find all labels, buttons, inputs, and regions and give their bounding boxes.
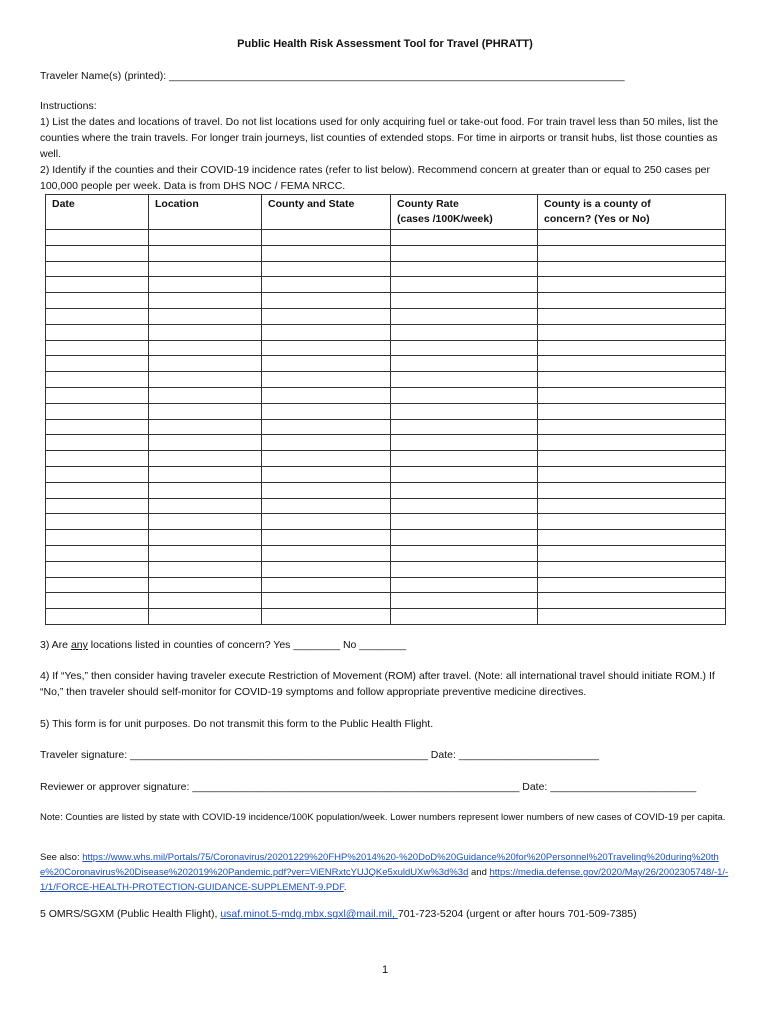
- table-cell[interactable]: [391, 466, 538, 482]
- table-cell[interactable]: [262, 277, 391, 293]
- table-cell[interactable]: [149, 435, 262, 451]
- table-cell[interactable]: [46, 435, 149, 451]
- table-row: [46, 609, 726, 625]
- table-cell[interactable]: [538, 324, 726, 340]
- table-row: [46, 277, 726, 293]
- table-cell[interactable]: [391, 498, 538, 514]
- table-cell[interactable]: [46, 593, 149, 609]
- question-4: 4) If “Yes,” then consider having traveler execute Restriction of Movement (ROM) after travel. (Note: all international travel should initiate ROM.) If “No,” then traveler should self-monitor for COVID-19 symptoms and follow appropriate preventive medicine directives.: [40, 670, 715, 698]
- table-cell[interactable]: [149, 577, 262, 593]
- table-row: [46, 372, 726, 388]
- table-cell[interactable]: [46, 545, 149, 561]
- table-row: [46, 545, 726, 561]
- table-row: [46, 593, 726, 609]
- instruction-item-2: 2) Identify if the counties and their COVID-19 incidence rates (refer to list below). Recommend concern at greater than or equal to 250 cases per 100,000 people per week. Data is from DHS NOC / FEMA NRCC.: [40, 164, 711, 192]
- table-cell[interactable]: [391, 293, 538, 309]
- table-cell[interactable]: [538, 293, 726, 309]
- table-cell[interactable]: [391, 403, 538, 419]
- whs-guidance-link[interactable]: https://www.whs.mil/Portals/75/Coronavirus/20201229%20FHP%2014%20-%20DoD%20Guidance%20for%20Personnel%20Traveling%20during%20the%20Coronavirus%20Disease%202019%20Pandemic.pdf?ver=ViENRxtcYUJQKe5xuldUXw%3d%3d: [40, 852, 719, 878]
- table-cell[interactable]: [46, 293, 149, 309]
- table-cell[interactable]: [262, 324, 391, 340]
- see-also: See also: https://www.whs.mil/Portals/75/Coronavirus/20201229%20FHP%2014%20-%20DoD%20Guidance%20for%20Personnel%20Traveling%20during%20the%20Coronavirus%20Disease%202019%20Pandemic.pdf?ver=ViENRxtcYUJQKe5xuldUXw%3d%3d and https://media.defense.gov/2020/May/26/2002305748/-1/-1/1/FORCE-HEALTH-PROTECTION-GUIDANCE-SUPPLEMENT-9.PDF.: [40, 852, 729, 893]
- table-cell[interactable]: [538, 245, 726, 261]
- table-cell[interactable]: [149, 261, 262, 277]
- table-body: [46, 230, 726, 625]
- travel-table: [45, 194, 726, 625]
- question-5: 5) This form is for unit purposes. Do not transmit this form to the Public Health Flight.: [40, 718, 434, 730]
- table-cell[interactable]: [391, 451, 538, 467]
- table-cell[interactable]: [262, 593, 391, 609]
- table-row: [46, 561, 726, 577]
- table-row: [46, 308, 726, 324]
- table-cell[interactable]: [149, 451, 262, 467]
- table-cell[interactable]: [149, 340, 262, 356]
- table-cell[interactable]: [538, 530, 726, 546]
- table-row: [46, 293, 726, 309]
- table-cell[interactable]: [538, 356, 726, 372]
- column-header-county-concern: County is a county of concern? (Yes or No): [538, 195, 726, 230]
- table-cell[interactable]: [262, 230, 391, 246]
- table-cell[interactable]: [538, 482, 726, 498]
- form-title: Public Health Risk Assessment Tool for Travel (PHRATT): [237, 38, 533, 50]
- table-cell[interactable]: [46, 561, 149, 577]
- table-cell[interactable]: [149, 530, 262, 546]
- table-cell[interactable]: [149, 245, 262, 261]
- table-cell[interactable]: [538, 387, 726, 403]
- table-cell[interactable]: [391, 372, 538, 388]
- table-cell[interactable]: [46, 514, 149, 530]
- table-row: [46, 577, 726, 593]
- reviewer-signature-field[interactable]: Reviewer or approver signature: ________________________________________________________ Date: _________________________: [40, 781, 697, 793]
- table-cell[interactable]: [46, 261, 149, 277]
- table-row: [46, 245, 726, 261]
- table-cell[interactable]: [538, 514, 726, 530]
- table-cell[interactable]: [46, 482, 149, 498]
- table-cell[interactable]: [391, 545, 538, 561]
- column-header-date: Date: [46, 195, 149, 230]
- table-cell[interactable]: [46, 466, 149, 482]
- table-row: [46, 340, 726, 356]
- column-header-county-rate: County Rate (cases /100K/week): [391, 195, 538, 230]
- table-cell[interactable]: [391, 530, 538, 546]
- table-cell[interactable]: [538, 451, 726, 467]
- table-cell[interactable]: [262, 545, 391, 561]
- table-cell[interactable]: [149, 372, 262, 388]
- table-cell[interactable]: [149, 308, 262, 324]
- table-cell[interactable]: [391, 340, 538, 356]
- table-cell[interactable]: [538, 403, 726, 419]
- table-cell[interactable]: [46, 403, 149, 419]
- table-cell[interactable]: [262, 340, 391, 356]
- table-cell[interactable]: [391, 435, 538, 451]
- table-cell[interactable]: [391, 514, 538, 530]
- table-cell[interactable]: [149, 419, 262, 435]
- table-cell[interactable]: [46, 609, 149, 625]
- table-cell[interactable]: [149, 514, 262, 530]
- table-cell[interactable]: [538, 498, 726, 514]
- table-cell[interactable]: [262, 356, 391, 372]
- table-row: [46, 230, 726, 246]
- table-cell[interactable]: [46, 530, 149, 546]
- column-header-location: Location: [149, 195, 262, 230]
- table-cell[interactable]: [391, 387, 538, 403]
- table-cell[interactable]: [262, 482, 391, 498]
- table-cell[interactable]: [149, 545, 262, 561]
- table-cell[interactable]: [46, 245, 149, 261]
- table-cell[interactable]: [391, 261, 538, 277]
- table-cell[interactable]: [262, 245, 391, 261]
- table-cell[interactable]: [46, 340, 149, 356]
- table-cell[interactable]: [149, 324, 262, 340]
- table-cell[interactable]: [149, 277, 262, 293]
- table-cell[interactable]: [149, 466, 262, 482]
- table-cell[interactable]: [149, 387, 262, 403]
- table-row: [46, 261, 726, 277]
- table-cell[interactable]: [262, 435, 391, 451]
- table-row: [46, 419, 726, 435]
- table-cell[interactable]: [149, 561, 262, 577]
- table-cell[interactable]: [538, 609, 726, 625]
- table-cell[interactable]: [391, 577, 538, 593]
- table-cell[interactable]: [538, 593, 726, 609]
- table-header-row: [46, 195, 726, 230]
- table-cell[interactable]: [538, 230, 726, 246]
- table-cell[interactable]: [262, 419, 391, 435]
- table-cell[interactable]: [149, 230, 262, 246]
- table-cell[interactable]: [538, 261, 726, 277]
- table-row: [46, 498, 726, 514]
- traveler-signature-field[interactable]: Traveler signature: ___________________________________________________ Date: ________________________: [40, 749, 599, 761]
- table-cell[interactable]: [262, 451, 391, 467]
- defense-guidance-link[interactable]: https://media.defense.gov/2020/May/26/2002305748/-1/-1/1/FORCE-HEALTH-PROTECTION-GUIDANCE-SUPPLEMENT-9.PDF: [40, 867, 729, 893]
- contact-email-link[interactable]: usaf.minot.5-mdg.mbx.sgxl@mail.mil,: [220, 908, 398, 920]
- table-cell[interactable]: [262, 308, 391, 324]
- table-row: [46, 435, 726, 451]
- table-cell[interactable]: [149, 609, 262, 625]
- table-cell[interactable]: [262, 514, 391, 530]
- table-cell[interactable]: [149, 293, 262, 309]
- instructions-heading: Instructions:: [40, 100, 97, 112]
- table-row: [46, 403, 726, 419]
- table-row: [46, 451, 726, 467]
- table-cell[interactable]: [262, 403, 391, 419]
- table-cell[interactable]: [262, 372, 391, 388]
- question-3[interactable]: 3) Are any locations listed in counties of concern? Yes ________ No ________: [40, 639, 407, 651]
- table-cell[interactable]: [538, 372, 726, 388]
- table-cell[interactable]: [149, 403, 262, 419]
- table-cell[interactable]: [391, 419, 538, 435]
- table-cell[interactable]: [262, 577, 391, 593]
- table-cell[interactable]: [149, 593, 262, 609]
- note-text: Note: Counties are listed by state with COVID-19 incidence/100K population/week. Lower numbers represent lower numbers of new cases of COVID-19 per capita.: [40, 812, 726, 823]
- table-cell[interactable]: [391, 245, 538, 261]
- table-cell[interactable]: [538, 435, 726, 451]
- table-cell[interactable]: [538, 308, 726, 324]
- table-cell[interactable]: [391, 277, 538, 293]
- instruction-item-1: 1) List the dates and locations of travel. Do not list locations used for only acquiring fuel or take-out food. For train travel less than 50 miles, list the counties where the train travels. For longer train journeys, list counties of extended stops. For time in airports or transit hubs, list those counties as well.: [40, 116, 719, 160]
- table-row: [46, 514, 726, 530]
- traveler-name-field[interactable]: Traveler Name(s) (printed): ______________________________________________________________________________: [40, 70, 625, 82]
- table-cell[interactable]: [538, 419, 726, 435]
- contact-line: 5 OMRS/SGXM (Public Health Flight), usaf.minot.5-mdg.mbx.sgxl@mail.mil, 701-723-5204 (urgent or after hours 701-509-7385): [40, 908, 637, 920]
- table-row: [46, 356, 726, 372]
- table-cell[interactable]: [262, 609, 391, 625]
- table-cell[interactable]: [46, 277, 149, 293]
- table-cell[interactable]: [391, 230, 538, 246]
- table-cell[interactable]: [46, 419, 149, 435]
- table-cell[interactable]: [391, 482, 538, 498]
- table-cell[interactable]: [538, 466, 726, 482]
- table-cell[interactable]: [46, 324, 149, 340]
- page-number: 1: [381, 964, 389, 976]
- table-cell[interactable]: [391, 356, 538, 372]
- table-cell[interactable]: [391, 609, 538, 625]
- table-cell[interactable]: [46, 451, 149, 467]
- table-cell[interactable]: [538, 577, 726, 593]
- table-cell[interactable]: [262, 561, 391, 577]
- table-cell[interactable]: [538, 277, 726, 293]
- column-header-county-state: County and State: [262, 195, 391, 230]
- table-cell[interactable]: [46, 577, 149, 593]
- table-cell[interactable]: [262, 466, 391, 482]
- table-row: [46, 324, 726, 340]
- table-cell[interactable]: [262, 498, 391, 514]
- table-cell[interactable]: [391, 308, 538, 324]
- table-cell[interactable]: [262, 293, 391, 309]
- table-cell[interactable]: [46, 308, 149, 324]
- table-cell[interactable]: [391, 324, 538, 340]
- table-row: [46, 530, 726, 546]
- table-cell[interactable]: [391, 593, 538, 609]
- table-cell[interactable]: [46, 356, 149, 372]
- table-cell[interactable]: [538, 545, 726, 561]
- table-cell[interactable]: [46, 230, 149, 246]
- table-cell[interactable]: [149, 482, 262, 498]
- table-cell[interactable]: [262, 387, 391, 403]
- table-cell[interactable]: [149, 498, 262, 514]
- table-cell[interactable]: [46, 387, 149, 403]
- table-cell[interactable]: [262, 530, 391, 546]
- table-row: [46, 482, 726, 498]
- table-row: [46, 387, 726, 403]
- table-row: [46, 466, 726, 482]
- table-cell[interactable]: [262, 261, 391, 277]
- table-cell[interactable]: [538, 340, 726, 356]
- table-cell[interactable]: [391, 561, 538, 577]
- table-cell[interactable]: [149, 356, 262, 372]
- table-cell[interactable]: [46, 372, 149, 388]
- table-cell[interactable]: [46, 498, 149, 514]
- table-cell[interactable]: [538, 561, 726, 577]
